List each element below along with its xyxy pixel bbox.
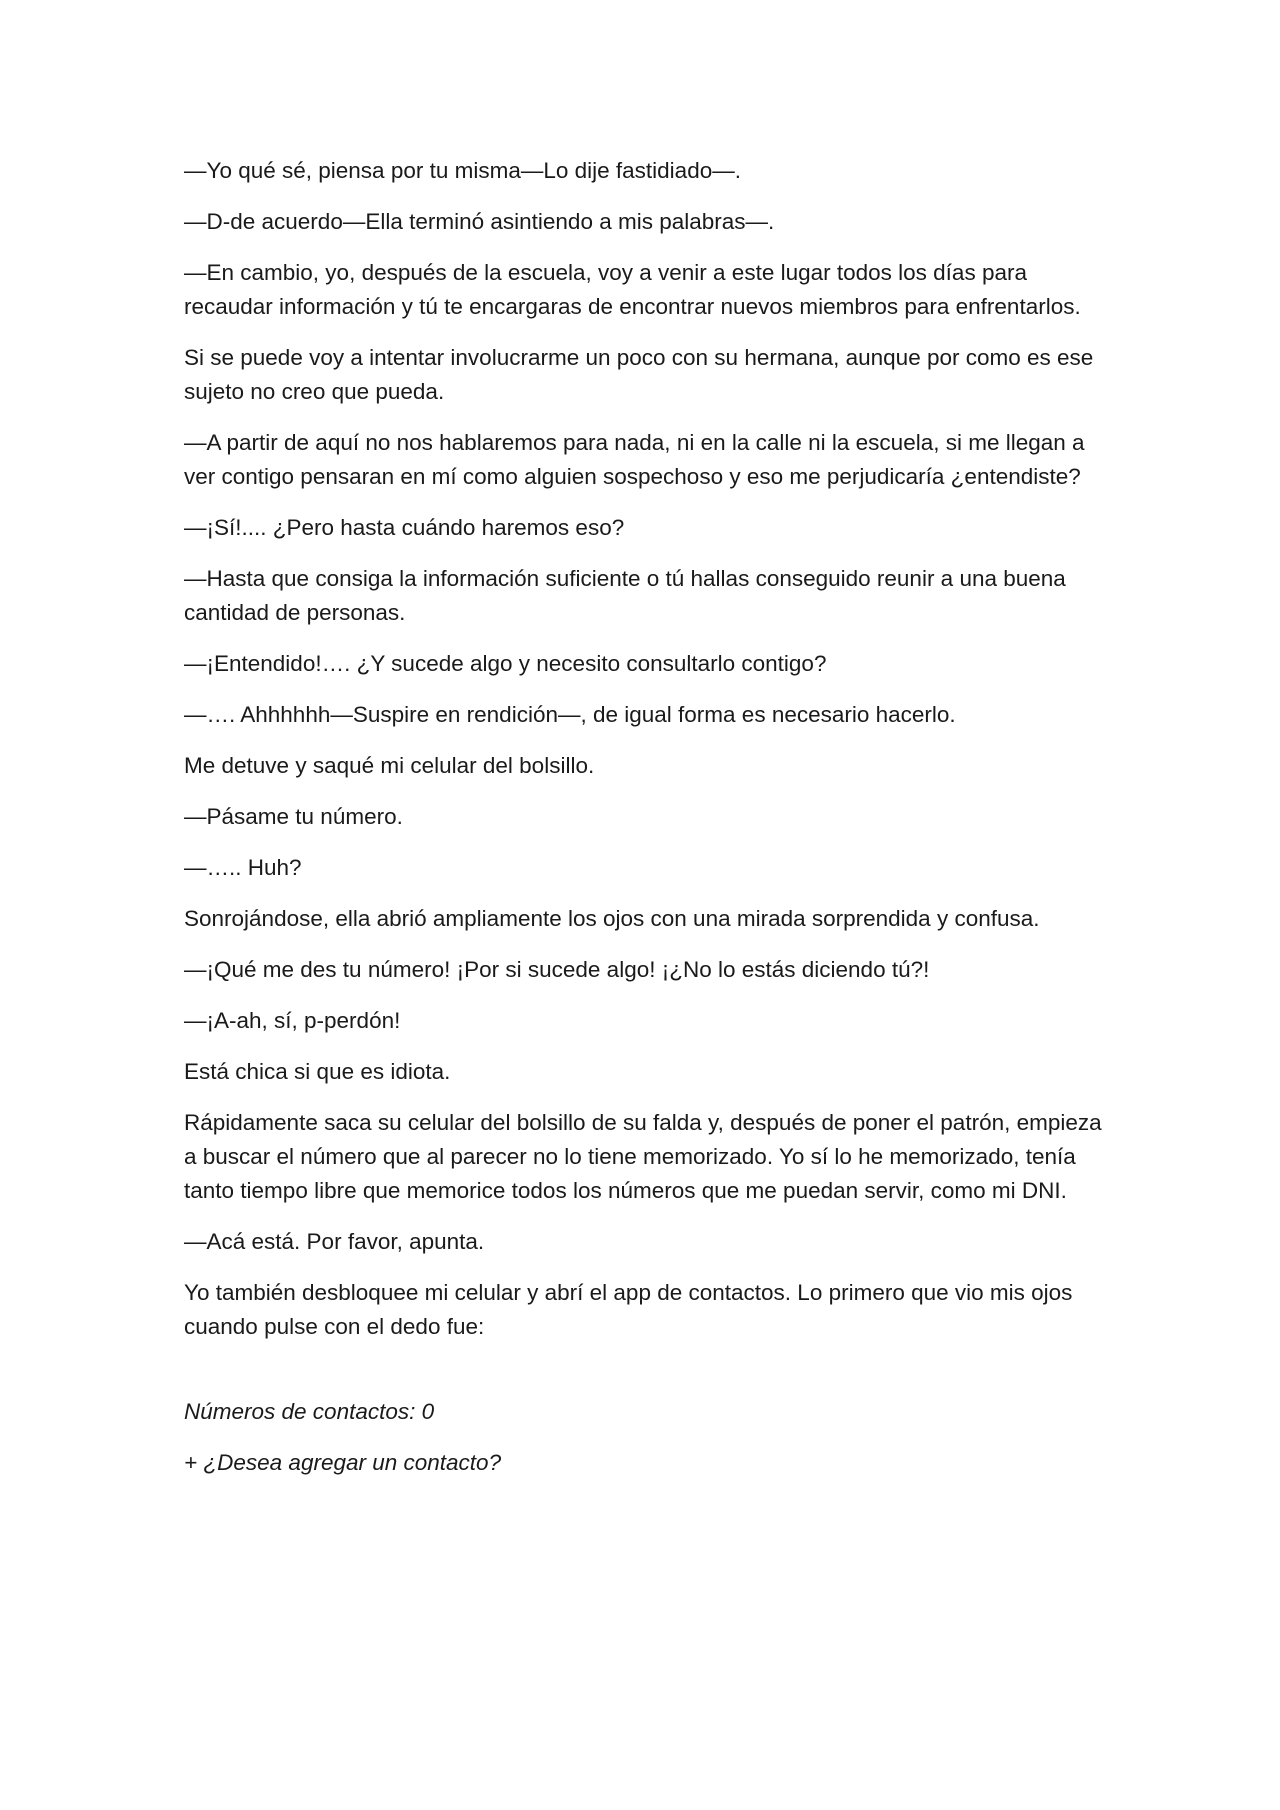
paragraph: —¡Entendido!…. ¿Y sucede algo y necesito consultarlo contigo? — [184, 651, 827, 676]
paragraph: —Yo qué sé, piensa por tu misma—Lo dije fastidiado—. — [184, 158, 741, 183]
paragraph: —D-de acuerdo—Ella terminó asintiendo a mis palabras—. — [184, 209, 775, 234]
paragraph: —Hasta que consiga la información suficiente o tú hallas conseguido reunir a una buena cantidad de personas. — [184, 566, 1066, 625]
paragraph: —Acá está. Por favor, apunta. — [184, 1229, 485, 1254]
contacts-count-line: Números de contactos: 0 — [184, 1399, 435, 1424]
paragraph: —A partir de aquí no nos hablaremos para nada, ni en la calle ni la escuela, si me llegan a ver contigo pensaran en mí como alguien sospechoso y eso me perjudicaría ¿entendiste? — [184, 430, 1085, 489]
paragraph: —En cambio, yo, después de la escuela, voy a venir a este lugar todos los días para recaudar información y tú te encargaras de encontrar nuevos miembros para enfrentarlos. — [184, 260, 1081, 319]
paragraph: Yo también desbloquee mi celular y abrí el app de contactos. Lo primero que vio mis ojos cuando pulse con el dedo fue: — [184, 1280, 1073, 1339]
paragraph: Está chica si que es idiota. — [184, 1059, 451, 1084]
paragraph: —Pásame tu número. — [184, 804, 403, 829]
paragraph: —…. Ahhhhhh—Suspire en rendición—, de igual forma es necesario hacerlo. — [184, 702, 956, 727]
add-contact-prompt-line: + ¿Desea agregar un contacto? — [184, 1450, 502, 1475]
document-text-body — [184, 154, 1104, 1497]
paragraph: Sonrojándose, ella abrió ampliamente los ojos con una mirada sorprendida y confusa. — [184, 906, 1040, 931]
paragraph: —¡Sí!.... ¿Pero hasta cuándo haremos eso? — [184, 515, 625, 540]
paragraph: Si se puede voy a intentar involucrarme un poco con su hermana, aunque por como es ese sujeto no creo que pueda. — [184, 345, 1094, 404]
paragraph: Me detuve y saqué mi celular del bolsillo. — [184, 753, 595, 778]
blank-line — [184, 1361, 1104, 1395]
paragraph: —¡A-ah, sí, p-perdón! — [184, 1008, 401, 1033]
paragraph: —¡Qué me des tu número! ¡Por si sucede algo! ¡¿No lo estás diciendo tú?! — [184, 957, 930, 982]
paragraph: Rápidamente saca su celular del bolsillo de su falda y, después de poner el patrón, empieza a buscar el número que al parecer no lo tiene memorizado. Yo sí lo he memorizado, tenía tanto tiempo libre que memorice todos los números que me puedan servir, como mi DNI. — [184, 1110, 1102, 1203]
paragraph: —….. Huh? — [184, 855, 302, 880]
